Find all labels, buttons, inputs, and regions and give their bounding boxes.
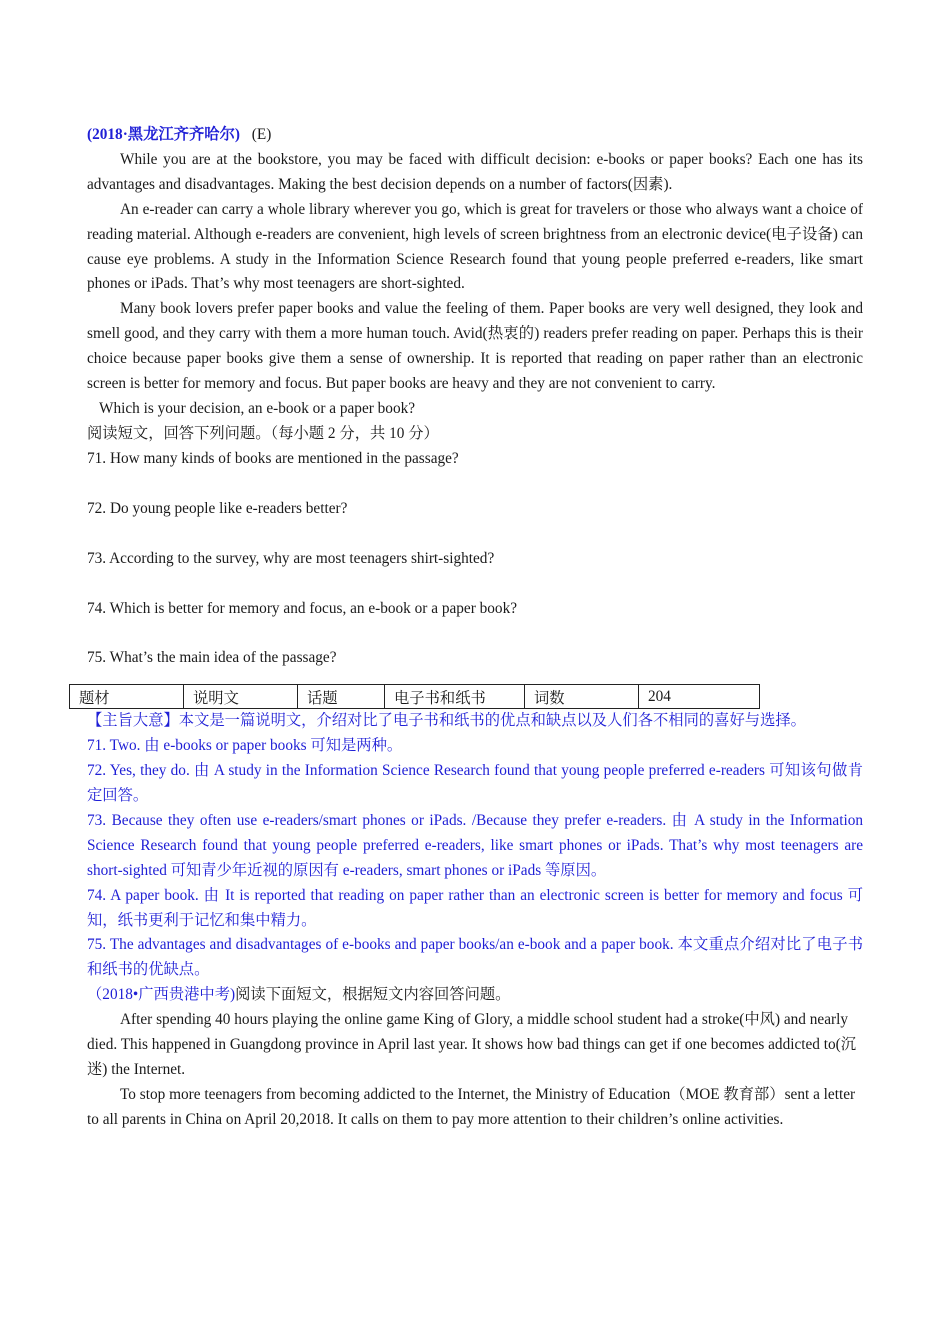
question-75: 75. What’s the main idea of the passage? bbox=[87, 649, 337, 667]
passage2-paragraph: After spending 40 hours playing the online game King of Glory, a middle school student had a stroke(中风) and nearly died. This happened in Guangdong province in April last year. It shows how bad things can get if one becomes addicted to(沉迷) the Internet. bbox=[87, 1011, 857, 1078]
table-cell: 电子书和纸书 bbox=[385, 685, 525, 709]
passage1-source: (2018·黑龙江齐齐哈尔) bbox=[87, 126, 240, 143]
question-71: 71. How many kinds of books are mentioned in the passage? bbox=[87, 449, 459, 467]
answer-72: 72. Yes, they do. 由 A study in the Information Science Research found that young people preferred e-readers 可知该句做肯定回答。 bbox=[87, 762, 863, 805]
table-cell: 204 bbox=[639, 685, 760, 709]
answer-74: 74. A paper book. 由 It is reported that reading on paper rather than an electronic screen is better for memory and focus 可知，纸书更利于记忆和集中精力。 bbox=[87, 886, 863, 929]
answer-space bbox=[87, 572, 863, 597]
passage1-closing: Which is your decision, an e-book or a paper book? bbox=[99, 399, 416, 417]
passage2-source: （2018•广西贵港中考) bbox=[87, 986, 236, 1004]
answer-71: 71. Two. 由 e-books or paper books 可知是两种。 bbox=[87, 737, 403, 755]
answer-space bbox=[87, 472, 863, 497]
table-cell: 说明文 bbox=[184, 685, 298, 709]
table-cell: 题材 bbox=[70, 685, 184, 709]
table-row bbox=[70, 685, 760, 709]
passage1-paragraph: Many book lovers prefer paper books and value the feeling of them. Paper books are very well designed, they look and smell good, and they carry with them a more human touch. Avid(热衷的) readers prefer reading on paper. Perhaps this is their choice because paper books give them a sense of ownership. It is reported that reading on paper rather than an electronic screen is better for memory and focus. But paper books are heavy and they are not convenient to carry. bbox=[87, 300, 863, 393]
passage1-paragraph: An e-reader can carry a whole library wherever you go, which is great for travelers or those who always want a choice of reading material. Although e-readers are convenient, high levels of screen brightness from an electronic device(电子设备) can cause eye problems. A study in the Information Science Research found that young people preferred e-readers, like smart phones or iPads. That’s why most teenagers are short-sighted. bbox=[87, 200, 863, 293]
passage-info-table bbox=[69, 684, 760, 709]
answer-73: 73. Because they often use e-readers/smart phones or iPads. /Because they prefer e-readers. 由 A study in the Information Science Research found that young people preferred e-readers, like smart phones or iPads. That’s why most teenagers are short-sighted 可知青少年近视的原因有 e-readers, smart phones or iPads 等原因。 bbox=[87, 811, 863, 879]
table-cell: 词数 bbox=[525, 685, 639, 709]
question-73: 73. According to the survey, why are most teenagers shirt-sighted? bbox=[87, 549, 495, 567]
main-idea: 【主旨大意】本文是一篇说明文，介绍对比了电子书和纸书的优点和缺点以及人们各不相同的喜好与选择。 bbox=[87, 712, 806, 730]
answer-space bbox=[87, 621, 863, 646]
question-74: 74. Which is better for memory and focus, an e-book or a paper book? bbox=[87, 599, 518, 617]
table-cell: 话题 bbox=[298, 685, 385, 709]
passage2-instruction: 阅读下面短文，根据短文内容回答问题。 bbox=[235, 986, 511, 1004]
passage1-heading bbox=[87, 123, 863, 148]
question-72: 72. Do young people like e-readers better? bbox=[87, 499, 348, 517]
passage1-label: (E) bbox=[251, 126, 272, 143]
passage1-paragraph: While you are at the bookstore, you may be faced with difficult decision: e-books or paper books? Each one has its advantages and disadvantages. Making the best decision depends on a number of factors(因素). bbox=[87, 150, 863, 193]
answer-75: 75. The advantages and disadvantages of e-books and paper books/an e-book and a paper book. 本文重点介绍对比了电子书和纸书的优缺点。 bbox=[87, 936, 863, 979]
passage2-heading bbox=[87, 983, 863, 1008]
passage1-instruction: 阅读短文，回答下列问题。（每小题 2 分，共 10 分） bbox=[87, 424, 439, 442]
answer-space bbox=[87, 522, 863, 547]
passage2-paragraph: To stop more teenagers from becoming addicted to the Internet, the Ministry of Education（MOE 教育部）sent a letter to all parents in China on April 20,2018. It calls on them to pay more attention to their children’s online activities. bbox=[87, 1085, 856, 1128]
document-page bbox=[79, 123, 863, 1133]
